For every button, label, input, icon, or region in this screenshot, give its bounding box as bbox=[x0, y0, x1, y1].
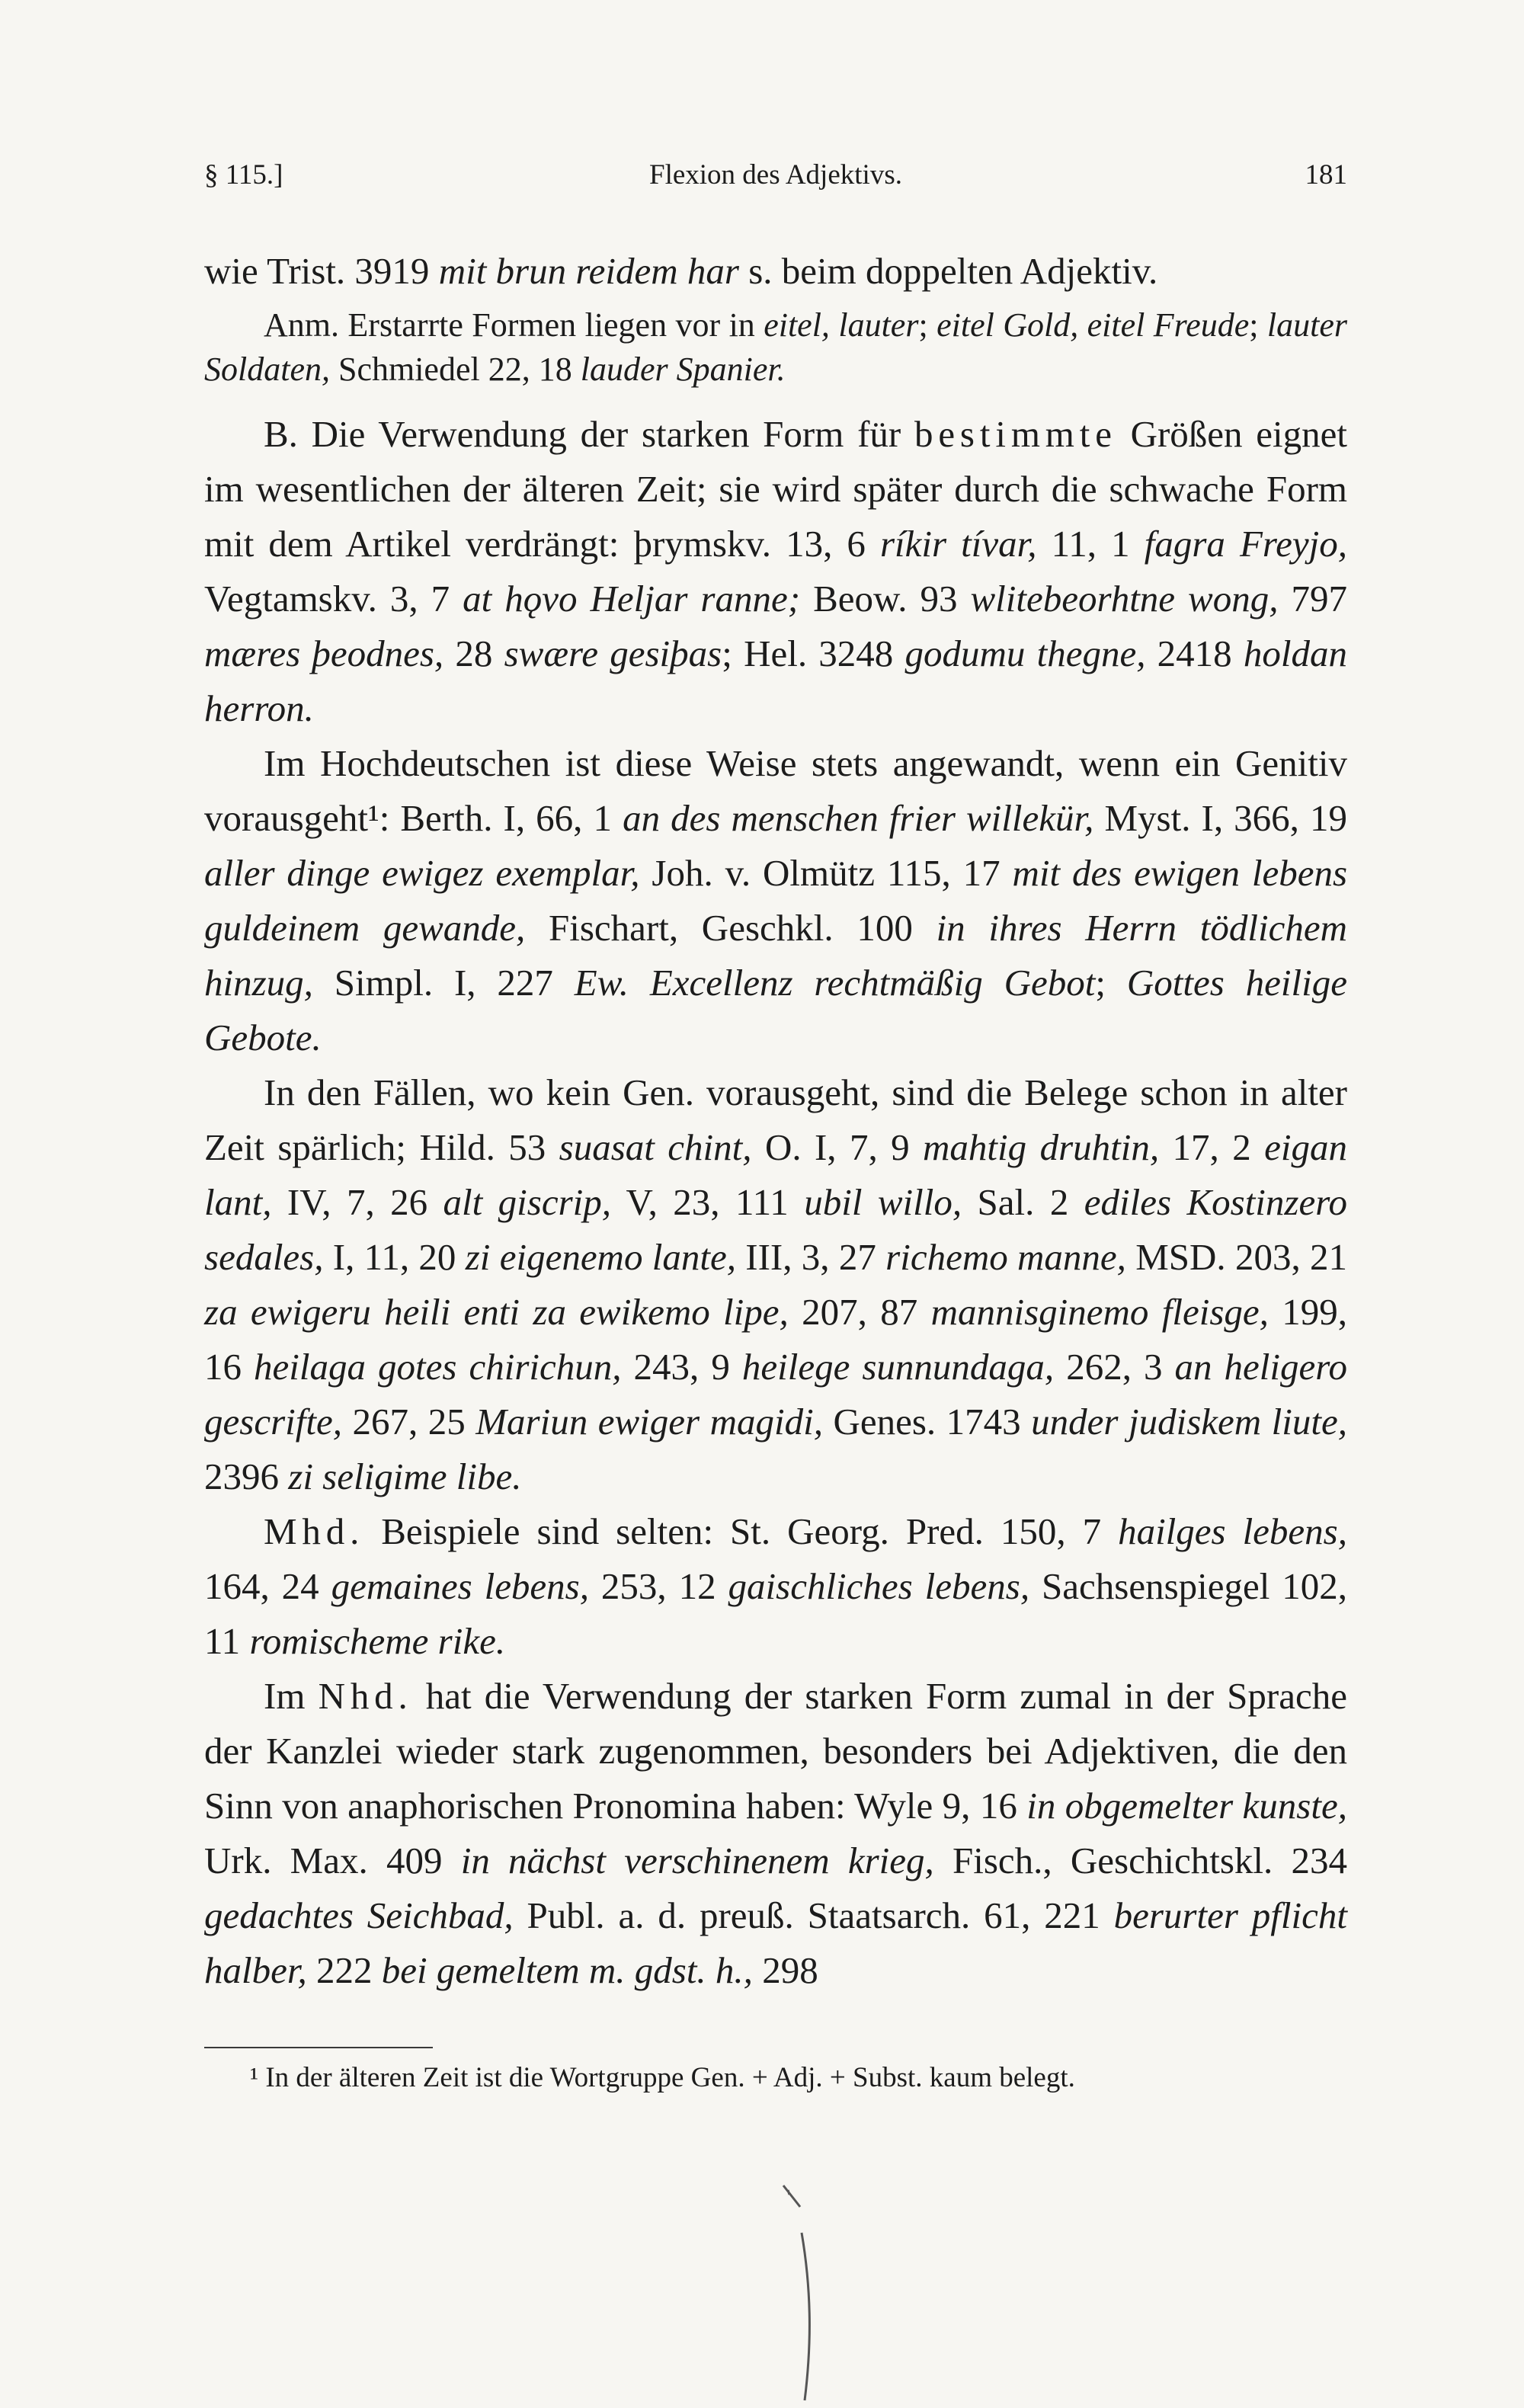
cited-form: holdan herron. bbox=[204, 632, 1348, 729]
cited-form: at hǫvo Heljar ranne; bbox=[463, 578, 801, 620]
running-title: Flexion des Adjektivs. bbox=[649, 159, 902, 191]
text-run: hat die Verwendung der starken Form zumal in der Sprache der Kanzlei wieder stark zugenommen, besonders bei Adjektiven, die den Sinn von anaphorischen Pronomina haben: Wyle 9, 16 bbox=[204, 1675, 1347, 1827]
text-run: I, 11, 20 bbox=[323, 1236, 466, 1278]
cited-form: lauter Soldaten, bbox=[204, 306, 1347, 388]
cited-form: mit des ewigen lebens guldeinem gewande, bbox=[204, 852, 1348, 949]
text-run: 2396 bbox=[204, 1455, 289, 1497]
cited-form: eitel, lauter bbox=[764, 306, 919, 344]
text-run: MSD. 203, 21 bbox=[1125, 1236, 1348, 1278]
text-run: 207, 87 bbox=[788, 1291, 931, 1333]
cited-form: hailges lebens, bbox=[1118, 1510, 1347, 1552]
cited-form: Ew. Excellenz rechtmäßig Gebot bbox=[574, 962, 1096, 1004]
cited-form: ríkir tívar, bbox=[879, 523, 1037, 565]
cited-form: under judiskem liute, bbox=[1031, 1401, 1348, 1443]
text-run: ; bbox=[1095, 962, 1127, 1004]
text-run: Größen eignet im wesentlichen der älteren Zeit; sie wird später durch die schwache Form mit dem Artikel verdrängt: þrymskv. 13, 6 bbox=[204, 413, 1347, 565]
cited-form: berurter pflicht halber, bbox=[204, 1894, 1347, 1991]
cited-form: ediles Kostinzero sedales, bbox=[204, 1181, 1347, 1278]
footnote bbox=[204, 2057, 1347, 2099]
text-run: In den Fällen, wo kein Gen. vorausgeht, sind die Belege schon in alter Zeit spärlich; Hild. 53 bbox=[204, 1071, 1347, 1168]
paragraph bbox=[204, 407, 1347, 736]
text-run: O. I, 7, 9 bbox=[751, 1126, 924, 1168]
cited-form: an des menschen frier willekür, bbox=[623, 797, 1094, 839]
cited-form: romischeme rike. bbox=[249, 1620, 506, 1662]
cited-form: alt giscrip, bbox=[443, 1181, 612, 1223]
cited-form: eitel Gold, eitel Freude bbox=[936, 306, 1250, 344]
text-run: Vegtamskv. 3, 7 bbox=[204, 578, 463, 620]
cited-form: swære gesiþas bbox=[504, 632, 722, 674]
text-run: 164, 24 bbox=[204, 1565, 331, 1607]
text-run: Fischart, Geschkl. 100 bbox=[525, 907, 936, 949]
text-run: ; Hel. 3248 bbox=[722, 632, 905, 674]
text-run: 243, 9 bbox=[621, 1346, 742, 1388]
cited-form: mit brun reidem har bbox=[438, 250, 739, 292]
cited-form: fagra Freyjo, bbox=[1144, 523, 1347, 565]
cited-form: suasat chint, bbox=[559, 1126, 752, 1168]
cited-form: mahtig druhtin, bbox=[923, 1126, 1160, 1168]
footnote-divider bbox=[204, 2047, 433, 2048]
text-run: B. Die Verwendung der starken Form für bbox=[264, 413, 914, 455]
text-run: III, 3, 27 bbox=[735, 1236, 886, 1278]
emphasis-text: bestimmte bbox=[914, 413, 1117, 455]
footnote-text: ¹ In der älteren Zeit ist die Wortgruppe Gen. + Adj. + Subst. kaum belegt. bbox=[250, 2062, 1075, 2093]
text-run: Fisch., Geschichtskl. 234 bbox=[933, 1840, 1347, 1881]
cited-form: gaischliches lebens, bbox=[728, 1565, 1030, 1607]
text-run: Anm. Erstarrte Formen liegen vor in bbox=[264, 306, 764, 344]
cited-form: heilege sunnundaga, bbox=[741, 1346, 1055, 1388]
text-run: 199, 16 bbox=[204, 1291, 1347, 1388]
text-run: Sachsenspiegel 102, 11 bbox=[204, 1565, 1348, 1662]
text-run: Genes. 1743 bbox=[822, 1401, 1032, 1443]
cited-form: aller dinge ewigez exemplar, bbox=[204, 852, 640, 894]
emphasis-text: Mhd. bbox=[264, 1510, 365, 1552]
paragraph bbox=[204, 244, 1347, 299]
cited-form: heilaga gotes chirichun, bbox=[254, 1346, 622, 1388]
paragraph bbox=[204, 736, 1347, 1065]
text-run: Urk. Max. 409 bbox=[204, 1840, 461, 1881]
text-run: 17, 2 bbox=[1159, 1126, 1265, 1168]
section-reference: § 115.] bbox=[204, 159, 283, 191]
cited-form: gedachtes Seichbad, bbox=[204, 1894, 514, 1936]
cited-form: gemaines lebens, bbox=[331, 1565, 590, 1607]
cited-form: godumu thegne, bbox=[904, 632, 1146, 674]
text-run: 253, 12 bbox=[589, 1565, 728, 1607]
text-run: 11, 1 bbox=[1036, 523, 1145, 565]
text-run: Joh. v. Olmütz 115, 17 bbox=[639, 852, 1013, 894]
cited-form: Mariun ewiger magidi, bbox=[475, 1401, 823, 1443]
cited-form: zi eigenemo lante, bbox=[465, 1236, 736, 1278]
cited-form: in obgemelter kunste, bbox=[1026, 1785, 1347, 1827]
cited-form: eigan lant, bbox=[204, 1126, 1347, 1223]
text-run: Schmiedel 22, 18 bbox=[329, 351, 581, 388]
text-run: Publ. a. d. preuß. Staatsarch. 61, 221 bbox=[513, 1894, 1114, 1936]
page-number: 181 bbox=[1305, 159, 1347, 191]
running-header bbox=[204, 159, 1347, 204]
text-run: Simpl. I, 227 bbox=[312, 962, 575, 1004]
text-run: IV, 7, 26 bbox=[271, 1181, 443, 1223]
cited-form: mæres þeodnes, bbox=[204, 632, 444, 674]
paragraph bbox=[204, 1065, 1347, 1504]
text-run: Im Hochdeutschen ist diese Weise stets angewandt, wenn ein Genitiv vorausgeht¹: Berth. I, 66, 1 bbox=[204, 742, 1347, 839]
cited-form: Gottes heilige Gebote. bbox=[204, 962, 1347, 1058]
pencil-mark-icon bbox=[777, 2179, 838, 2408]
text-run: Myst. I, 366, 19 bbox=[1093, 797, 1347, 839]
cited-form: in ihres Herrn tödlichem hinzug, bbox=[204, 907, 1347, 1004]
paragraph bbox=[204, 1504, 1347, 1669]
cited-form: zi seligime libe. bbox=[288, 1455, 522, 1497]
text-run: 2418 bbox=[1145, 632, 1244, 674]
text-run: Beow. 93 bbox=[800, 578, 971, 620]
text-run: 222 bbox=[306, 1949, 382, 1991]
text-run: wie Trist. 3919 bbox=[204, 250, 439, 292]
cited-form: wlitebeorhtne wong, bbox=[970, 578, 1279, 620]
cited-form: richemo manne, bbox=[885, 1236, 1126, 1278]
text-run: 797 bbox=[1278, 578, 1348, 620]
text-run: s. beim doppelten Adjektiv. bbox=[738, 250, 1158, 292]
text-run: Im bbox=[264, 1675, 319, 1717]
text-run: V, 23, 111 bbox=[611, 1181, 805, 1223]
main-text bbox=[204, 244, 1347, 1998]
cited-form: ubil willo, bbox=[804, 1181, 962, 1223]
emphasis-text: Nhd. bbox=[318, 1675, 413, 1717]
cited-form: bei gemeltem m. gdst. h., bbox=[381, 1949, 753, 1991]
cited-form: lauder Spanier. bbox=[580, 351, 786, 388]
paragraph bbox=[204, 1669, 1347, 1998]
text-run: Sal. 2 bbox=[962, 1181, 1084, 1223]
cited-form: in nächst verschinenem krieg, bbox=[460, 1840, 934, 1881]
text-run: 267, 25 bbox=[341, 1401, 476, 1443]
cited-form: za ewigeru heili enti za ewikemo lipe, bbox=[204, 1291, 789, 1333]
text-run: ; bbox=[918, 306, 937, 344]
text-run: 28 bbox=[443, 632, 504, 674]
annotation-paragraph bbox=[204, 303, 1347, 392]
cited-form: an heligero gescrifte, bbox=[204, 1346, 1348, 1443]
text-run: 298 bbox=[752, 1949, 818, 1991]
text-run: 262, 3 bbox=[1054, 1346, 1175, 1388]
text-run: Beispiele sind selten: St. Georg. Pred. 150, 7 bbox=[364, 1510, 1119, 1552]
text-run: ; bbox=[1249, 306, 1267, 344]
cited-form: mannisginemo fleisge, bbox=[930, 1291, 1269, 1333]
